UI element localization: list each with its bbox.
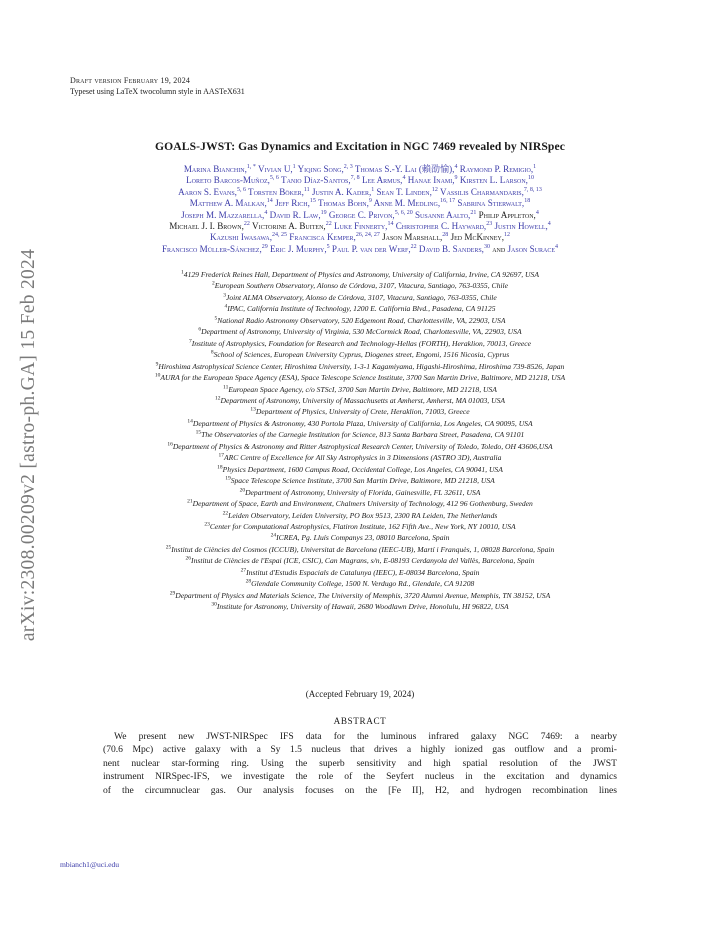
affiliation-number: 21 <box>187 498 193 505</box>
affiliation-text: Department of Space, Earth and Environment, Chalmers University of Technology, 412 96 Gothenburg, Sweden <box>192 499 533 509</box>
author-affiliation-mark: 7, 8, 13 <box>523 186 542 193</box>
affiliation-number: 25 <box>165 544 172 551</box>
affiliation-number: 15 <box>195 429 202 436</box>
affiliation-text: Space Telescope Science Institute, 3700 San Martin Drive, Baltimore, MD 21218, USA <box>230 476 495 486</box>
draft-version: Draft version February 19, 2024 <box>70 76 191 85</box>
affiliation <box>48 452 672 463</box>
abstract-line: (70.6 Mpc) active galaxy with a Sy 1.5 nucleus that drives a highly ionized gas outflow and a promi- <box>103 744 617 756</box>
author-affiliation-mark: 4 <box>402 175 406 182</box>
affiliation-text: ARC Centre of Excellence for All Sky Astrophysics in 3 Dimensions (ASTRO 3D), Australia <box>224 453 502 463</box>
affiliation-number: 4 <box>224 303 228 310</box>
author-name[interactable]: George C. Privon, <box>328 209 395 220</box>
author-name: Victorine A. Buiten, <box>252 221 326 232</box>
affiliation <box>48 532 672 543</box>
affiliation <box>48 384 672 395</box>
affiliation-text: School of Sciences, European University Cyprus, Diogenes street, Engomi, 1516 Nicosia, Cyprus <box>213 350 510 360</box>
author-line <box>56 164 664 175</box>
author-name[interactable]: Jason Surace <box>507 243 556 254</box>
author-affiliation-mark: 23 <box>486 221 493 227</box>
affiliation <box>48 395 672 406</box>
affiliation-text: Department of Astronomy, University of Massachusetts at Amherst, Amherst, MA 01003, USA <box>220 395 506 405</box>
affiliation-number: 2 <box>212 280 215 287</box>
affiliation-number: 7 <box>188 338 192 345</box>
affiliation-number: 13 <box>250 406 256 413</box>
affiliation-number: 10 <box>154 372 161 379</box>
author-name[interactable]: Kazushi Iwasawa, <box>210 232 273 243</box>
affiliation-text: National Radio Astronomy Observatory, 520 Edgemont Road, Charlottesville, VA, 22903, USA <box>217 315 506 325</box>
affiliation <box>48 429 672 440</box>
affiliation <box>48 326 672 337</box>
affiliation-number: 14 <box>187 418 193 425</box>
author-affiliation-mark: 12 <box>503 232 510 239</box>
author-name[interactable]: Anne M. Medling, <box>373 198 441 209</box>
author-affiliation-mark: 4 <box>454 163 458 170</box>
affiliation-text: Department of Astronomy, University of Florida, Gainesville, FL 32611, USA <box>245 487 481 497</box>
affiliation-text: AURA for the European Space Agency (ESA), Space Telescope Science Institute, 3700 San Martin Drive, Baltimore, MD 21218, USA <box>160 373 566 383</box>
affiliation <box>48 361 672 372</box>
author-name[interactable]: Kirsten L. Larson, <box>459 175 528 186</box>
affiliation <box>48 464 672 475</box>
abstract-line: instrument NIRSpec-IFS, we investigate the role of the Seyfert nucleus in the excitation and dynamics <box>103 771 617 783</box>
affiliation-number: 19 <box>225 475 231 482</box>
affiliation-number: 5 <box>214 315 218 322</box>
author-name[interactable]: Torsten Böker, <box>248 186 304 197</box>
affiliation-text: Physics Department, 1600 Campus Road, Occidental College, Los Angeles, CA 90041, USA <box>222 464 503 474</box>
author-affiliation-mark: 10 <box>527 175 534 182</box>
author-affiliation-mark: 4 <box>264 209 268 216</box>
affiliation-number: 16 <box>167 441 173 448</box>
author-affiliation-mark: 9 <box>454 175 458 182</box>
affiliation-text: Center for Computational Astrophysics, Flatiron Institute, 162 Fifth Ave., New York, NY 10010, USA <box>209 521 516 531</box>
affiliation <box>48 555 672 566</box>
author-name[interactable]: David B. Sanders, <box>418 243 484 254</box>
author-affiliation-mark: 18 <box>524 198 531 205</box>
header-note <box>70 76 245 97</box>
affiliation-text: ICREA, Pg. Lluís Companys 23, 08010 Barcelona, Spain <box>276 533 450 543</box>
author-affiliation-mark: 21 <box>470 209 477 216</box>
author-name[interactable]: Francisca Kemper, <box>289 232 356 243</box>
affiliation <box>48 498 672 509</box>
affiliation-number: 6 <box>198 326 202 333</box>
affiliation <box>48 269 672 280</box>
affiliation-text: IPAC, California Institute of Technology, 1200 E. California Blvd., Pasadena, CA 91125 <box>227 304 496 314</box>
author-affiliation-mark: 22 <box>243 221 250 227</box>
affiliation-text: Hiroshima Astrophysical Science Center, Hiroshima University, 1-3-1 Kagamiyama, Higashi-Hiroshima, Hiroshima 739-8526, Japan <box>158 361 565 371</box>
affiliation <box>48 567 672 578</box>
author-name[interactable]: Christopher C. Hayward, <box>395 221 487 232</box>
author-name: Philip Appleton, <box>478 209 536 220</box>
author-affiliation-mark: 2, 3 <box>343 163 353 170</box>
affiliation-text: Department of Physics & Astronomy, 430 Portola Plaza, University of California, Los Angeles, CA 90095, USA <box>192 418 533 428</box>
affiliation-text: European Southern Observatory, Alonso de Córdova, 3107, Vitacura, Santiago, 763-0355, Chile <box>214 281 508 291</box>
arxiv-identifier-strip <box>12 222 46 668</box>
author-affiliation-mark: 1, * <box>246 163 256 170</box>
author-name: Michael J. I. Brown, <box>169 221 244 232</box>
author-affiliation-mark: 11 <box>303 186 310 193</box>
affiliation <box>48 510 672 521</box>
author-name[interactable]: Thomas Bohn, <box>318 198 369 209</box>
author-affiliation-mark: 12 <box>431 186 438 193</box>
author-affiliation-mark: 26, 24, 27 <box>355 232 380 239</box>
paper-title: GOALS-JWST: Gas Dynamics and Excitation in NGC 7469 revealed by NIRSpec <box>155 140 565 153</box>
author-affiliation-mark: 28 <box>442 232 449 239</box>
affiliation-number: 22 <box>222 509 229 516</box>
affiliation-number: 18 <box>217 464 223 471</box>
author-affiliation-mark: 4 <box>555 243 559 250</box>
affiliation-text: Glendale Community College, 1500 N. Verdugo Rd., Glendale, CA 91208 <box>251 579 475 589</box>
affiliation-number: 30 <box>211 601 217 608</box>
author-line <box>56 232 664 243</box>
abstract-line: We present new JWST-NIRSpec IFS data for the luminous infrared galaxy NGC 7469: a nearby <box>114 731 617 742</box>
author-name[interactable]: Marina Bianchin, <box>183 164 247 174</box>
affiliation <box>48 590 672 601</box>
affiliation-number: 28 <box>245 578 252 585</box>
author-name[interactable]: Raymond P. Remigio, <box>459 164 534 174</box>
affiliation-text: Institut de Ciències de l'Espai (ICE, CSIC), Can Magrans, s/n, E-08193 Cerdanyola del Vallès, Barcelona, Spain <box>191 556 535 566</box>
author-affiliation-mark: 4 <box>547 221 551 227</box>
affiliation-text: Institute for Astronomy, University of Hawaii, 2680 Woodlawn Drive, Honolulu, HI 96822, USA <box>216 602 509 612</box>
author-affiliation-mark: 1 <box>533 163 537 170</box>
affiliation-text: Department of Physics & Astronomy and Ritter Astrophysical Research Center, University of Toledo, Toledo, OH 43606,USA <box>172 441 553 451</box>
typeset-note: Typeset using LaTeX twocolumn style in AASTeX631 <box>70 86 245 96</box>
author-affiliation-mark: 4 <box>535 209 539 216</box>
author-affiliation-mark: 16, 17 <box>440 198 456 205</box>
author-line <box>56 175 664 186</box>
arxiv-identifier: arXiv:2308.00209v2 [astro-ph.GA] 15 Feb 2024 <box>18 248 40 642</box>
author-affiliation-mark: 14 <box>387 221 394 227</box>
author-name: Jed McKinney, <box>450 232 504 243</box>
author-affiliation-mark: 5 <box>326 243 330 250</box>
affiliation-text: Institut de Ciències del Cosmos (ICCUB), Universitat de Barcelona (IEEC-UB), Martí i Franquès, 1, 08028 Barcelona, Spain <box>171 544 555 554</box>
author-affiliation-mark: 1 <box>371 186 375 193</box>
affiliation <box>48 406 672 417</box>
author-name[interactable]: Justin A. Kader, <box>311 186 372 197</box>
affiliation-number: 12 <box>214 395 221 402</box>
affiliation-number: 26 <box>185 555 192 562</box>
affiliation <box>48 521 672 532</box>
affiliation-number: 17 <box>218 452 225 459</box>
author-affiliation-mark: 1 <box>292 163 296 170</box>
author-name[interactable]: Thomas S.-Y. Lai (賴劭愉), <box>354 164 455 174</box>
author-name[interactable]: Vassilis Charmandaris, <box>440 186 524 197</box>
affiliation <box>48 303 672 314</box>
author-name[interactable]: Sean T. Linden, <box>376 186 432 197</box>
corresponding-email[interactable]: mbianch1@uci.edu <box>60 860 120 869</box>
author-name[interactable]: Joseph M. Mazzarella, <box>181 209 265 220</box>
affiliation <box>48 578 672 589</box>
author-name[interactable]: Francisco Müller-Sánchez, <box>161 243 262 254</box>
affiliation-number: 8 <box>210 349 214 356</box>
author-name[interactable]: Sabrina Stierwalt, <box>457 198 525 209</box>
affiliation <box>48 418 672 429</box>
author-name[interactable]: Matthew A. Malkan, <box>189 198 267 209</box>
author-name[interactable]: Eric J. Murphy, <box>270 243 327 254</box>
author-name[interactable]: David R. Law, <box>269 209 321 220</box>
affiliation-text: European Space Agency, c/o STScI, 3700 San Martin Drive, Baltimore, MD 21218, USA <box>228 384 497 394</box>
author-name[interactable]: Aaron S. Evans, <box>178 186 237 197</box>
author-name[interactable]: Tanio Díaz-Santos, <box>281 175 351 186</box>
affiliation-text: The Observatories of the Carnegie Institution for Science, 813 Santa Barbara Street, Pasadena, CA 91101 <box>201 430 525 440</box>
affiliation <box>48 544 672 555</box>
author-line <box>56 210 664 221</box>
author-name[interactable]: Loreto Barcos-Muñoz, <box>186 175 270 186</box>
affiliation <box>48 475 672 486</box>
author-name: and <box>492 243 506 254</box>
author-line <box>56 221 664 232</box>
abstract-heading: ABSTRACT <box>333 716 387 726</box>
author-name[interactable]: Lee Armus, <box>361 175 403 186</box>
affiliation-text: Institute of Astrophysics, Foundation for Research and Technology-Hellas (FORTH), Heraklion, 70013, Greece <box>191 338 532 348</box>
affiliation <box>48 601 672 612</box>
affiliation <box>48 338 672 349</box>
author-affiliation-mark: 7, 8 <box>350 175 360 182</box>
author-name: Jason Marshall, <box>382 232 443 243</box>
affiliation-text: 4129 Frederick Reines Hall, Department of Physics and Astronomy, University of California, Irvine, CA 92697, USA <box>183 270 539 279</box>
author-affiliation-mark: 29 <box>261 243 268 250</box>
affiliation-number: 20 <box>239 487 246 494</box>
author-name[interactable]: Vivian U, <box>257 164 293 174</box>
abstract-line: of the circumnuclear gas. Our analysis focuses on the [Fe II], H2, and hydrogen recombination lines <box>103 784 617 796</box>
affiliation-text: Department of Astronomy, University of Virginia, 530 McCormick Road, Charlottesville, VA, 22903, USA <box>201 327 522 337</box>
affiliation <box>48 292 672 303</box>
author-affiliation-mark: 5, 6 <box>269 175 279 182</box>
affiliation-list <box>48 269 672 613</box>
affiliation-text: Leiden Observatory, Leiden University, PO Box 9513, 2300 RA Leiden, The Netherlands <box>228 510 498 520</box>
accepted-date: (Accepted February 19, 2024) <box>305 689 415 699</box>
affiliation <box>48 441 672 452</box>
author-affiliation-mark: 22 <box>410 243 417 250</box>
affiliation-text: Department of Physics, University of Crete, Heraklion, 71003, Greece <box>255 407 470 417</box>
author-line <box>56 198 664 209</box>
affiliation <box>48 372 672 383</box>
affiliation-text: Department of Physics and Materials Science, The University of Memphis, 3720 Alumni Avenue, Memphis, TN 38152, USA <box>175 590 551 600</box>
author-name[interactable]: Paul P. van der Werf, <box>331 243 411 254</box>
affiliation-number: 27 <box>240 567 247 574</box>
author-line <box>56 244 664 255</box>
affiliation-number: 9 <box>155 361 159 368</box>
affiliation <box>48 280 672 291</box>
affiliation-number: 3 <box>223 292 226 299</box>
author-line <box>56 187 664 198</box>
author-name[interactable]: Justin Howell, <box>494 221 548 232</box>
author-affiliation-mark: 5, 6 <box>236 186 246 193</box>
author-affiliation-mark: 5, 6, 20 <box>394 209 413 216</box>
author-affiliation-mark: 24, 25 <box>272 232 288 239</box>
author-affiliation-mark: 22 <box>325 221 332 227</box>
affiliation-number: 23 <box>204 521 210 528</box>
author-name[interactable]: Jeff Rich, <box>275 198 310 209</box>
affiliation <box>48 315 672 326</box>
author-affiliation-mark: 14 <box>266 198 273 205</box>
author-list <box>56 164 664 255</box>
affiliation-number: 1 <box>181 269 184 276</box>
author-name[interactable]: Hanae Inami, <box>407 175 455 186</box>
author-affiliation-mark: 30 <box>483 243 490 250</box>
affiliation-text: Institut d'Estudis Espacials de Catalunya (IEEC), E-08034 Barcelona, Spain <box>246 567 480 577</box>
affiliation-number: 11 <box>223 384 229 390</box>
author-name[interactable]: Luke Finnerty, <box>333 221 388 232</box>
author-affiliation-mark: 15 <box>309 198 316 205</box>
abstract-line: nent nuclear star-forming ring. Using the superb sensitivity and high spatial resolution of the JWST <box>103 757 617 769</box>
affiliation-number: 24 <box>270 532 277 539</box>
author-affiliation-mark: 9 <box>368 198 372 205</box>
author-name[interactable]: Yiqing Song, <box>297 164 344 174</box>
affiliation-number: 29 <box>169 590 176 597</box>
affiliation-text: Joint ALMA Observatory, Alonso de Córdova, 3107, Vitacura, Santiago, 763-0355, Chile <box>225 292 497 302</box>
affiliation <box>48 349 672 360</box>
author-affiliation-mark: 19 <box>320 209 327 216</box>
abstract-body <box>103 730 617 797</box>
affiliation <box>48 487 672 498</box>
author-name[interactable]: Susanne Aalto, <box>414 209 471 220</box>
